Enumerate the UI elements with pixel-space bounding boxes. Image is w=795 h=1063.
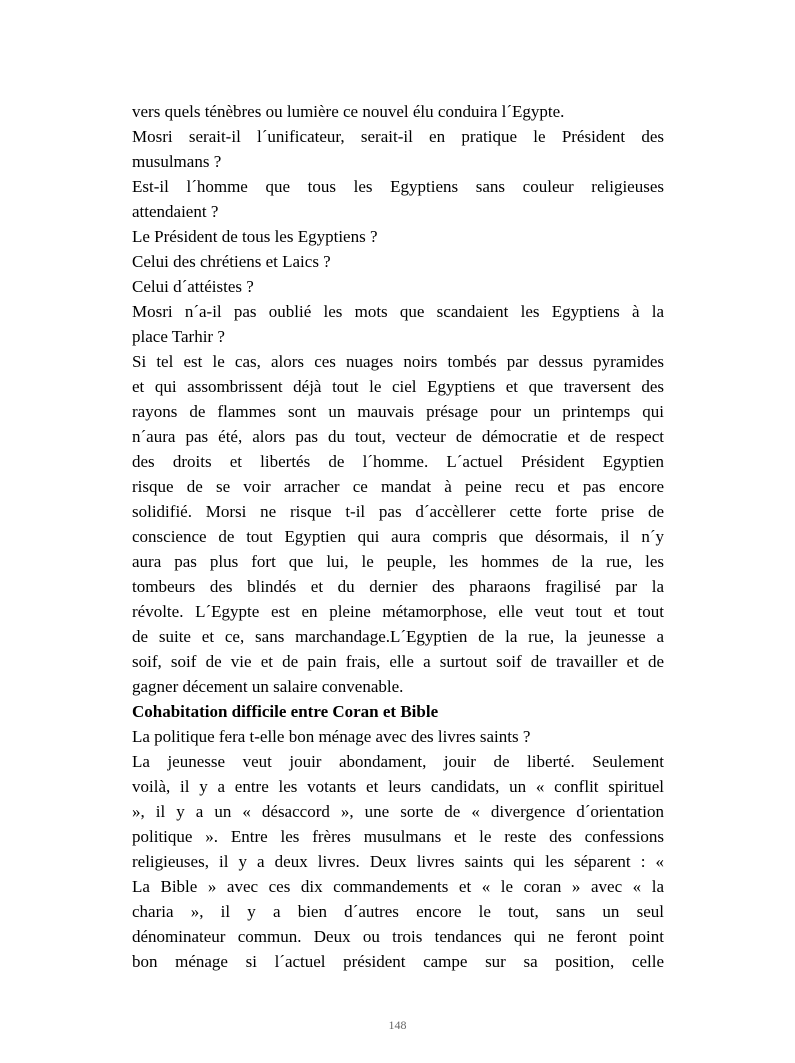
text-line: tombeurs des blindés et du dernier des pharaons fragilisé par la <box>132 577 664 596</box>
text-line: Le Président de tous les Egyptiens ? <box>132 227 378 246</box>
text-line: n´aura pas été, alors pas du tout, vecteur de démocratie et de respect <box>132 427 664 446</box>
text-line: des droits et libertés de l´homme. L´actuel Président Egyptien <box>132 452 664 471</box>
text-line: attendaient ? <box>132 202 219 221</box>
text-line: aura pas plus fort que lui, le peuple, les hommes de la rue, les <box>132 552 664 571</box>
text-line: conscience de tout Egyptien qui aura compris que désormais, il n´y <box>132 527 664 546</box>
page-number: 148 <box>388 1018 407 1032</box>
text-line: soif, soif de vie et de pain frais, elle a surtout soif de travailler et de <box>132 652 664 671</box>
text-line: Celui des chrétiens et Laics ? <box>132 252 331 271</box>
text-line: religieuses, il y a deux livres. Deux livres saints qui les séparent : « <box>132 852 664 871</box>
text-line: charia », il y a bien d´autres encore le tout, sans un seul <box>132 902 664 921</box>
text-line: », il y a un « désaccord », une sorte de « divergence d´orientation <box>132 802 664 821</box>
text-line: bon ménage si l´actuel président campe sur sa position, celle <box>132 952 664 971</box>
text-line: et qui assombrissent déjà tout le ciel Egyptiens et que traversent des <box>132 377 664 396</box>
text-line: La jeunesse veut jouir abondament, jouir de liberté. Seulement <box>132 752 664 771</box>
text-line: politique ». Entre les frères musulmans et le reste des confessions <box>132 827 664 846</box>
text-line: vers quels ténèbres ou lumière ce nouvel élu conduira l´Egypte. <box>132 102 565 121</box>
text-line: voilà, il y a entre les votants et leurs candidats, un « conflit spirituel <box>132 777 664 796</box>
text-line: dénominateur commun. Deux ou trois tendances qui ne feront point <box>132 927 664 946</box>
text-line: Celui d´attéistes ? <box>132 277 254 296</box>
text-line: gagner décement un salaire convenable. <box>132 677 404 696</box>
text-line: Mosri n´a-il pas oublié les mots que scandaient les Egyptiens à la <box>132 302 664 321</box>
text-line: La Bible » avec ces dix commandements et « le coran » avec « la <box>132 877 664 896</box>
text-line: musulmans ? <box>132 152 222 171</box>
text-line: La politique fera t-elle bon ménage avec des livres saints ? <box>132 727 531 746</box>
text-line: révolte. L´Egypte est en pleine métamorphose, elle veut tout et tout <box>132 602 664 621</box>
text-line: Est-il l´homme que tous les Egyptiens sans couleur religieuses <box>132 177 664 196</box>
text-line: rayons de flammes sont un mauvais présage pour un printemps qui <box>132 402 664 421</box>
text-line: risque de se voir arracher ce mandat à peine recu et pas encore <box>132 477 664 496</box>
text-line: de suite et ce, sans marchandage.L´Egyptien de la rue, la jeunesse a <box>132 627 664 646</box>
body-text <box>132 99 664 974</box>
text-line: place Tarhir ? <box>132 327 225 346</box>
text-line: Mosri serait-il l´unificateur, serait-il en pratique le Président des <box>132 127 664 146</box>
text-line: solidifié. Morsi ne risque t-il pas d´accèllerer cette forte prise de <box>132 502 664 521</box>
section-heading: Cohabitation difficile entre Coran et Bible <box>132 702 439 721</box>
text-line: Si tel est le cas, alors ces nuages noirs tombés par dessus pyramides <box>132 352 664 371</box>
